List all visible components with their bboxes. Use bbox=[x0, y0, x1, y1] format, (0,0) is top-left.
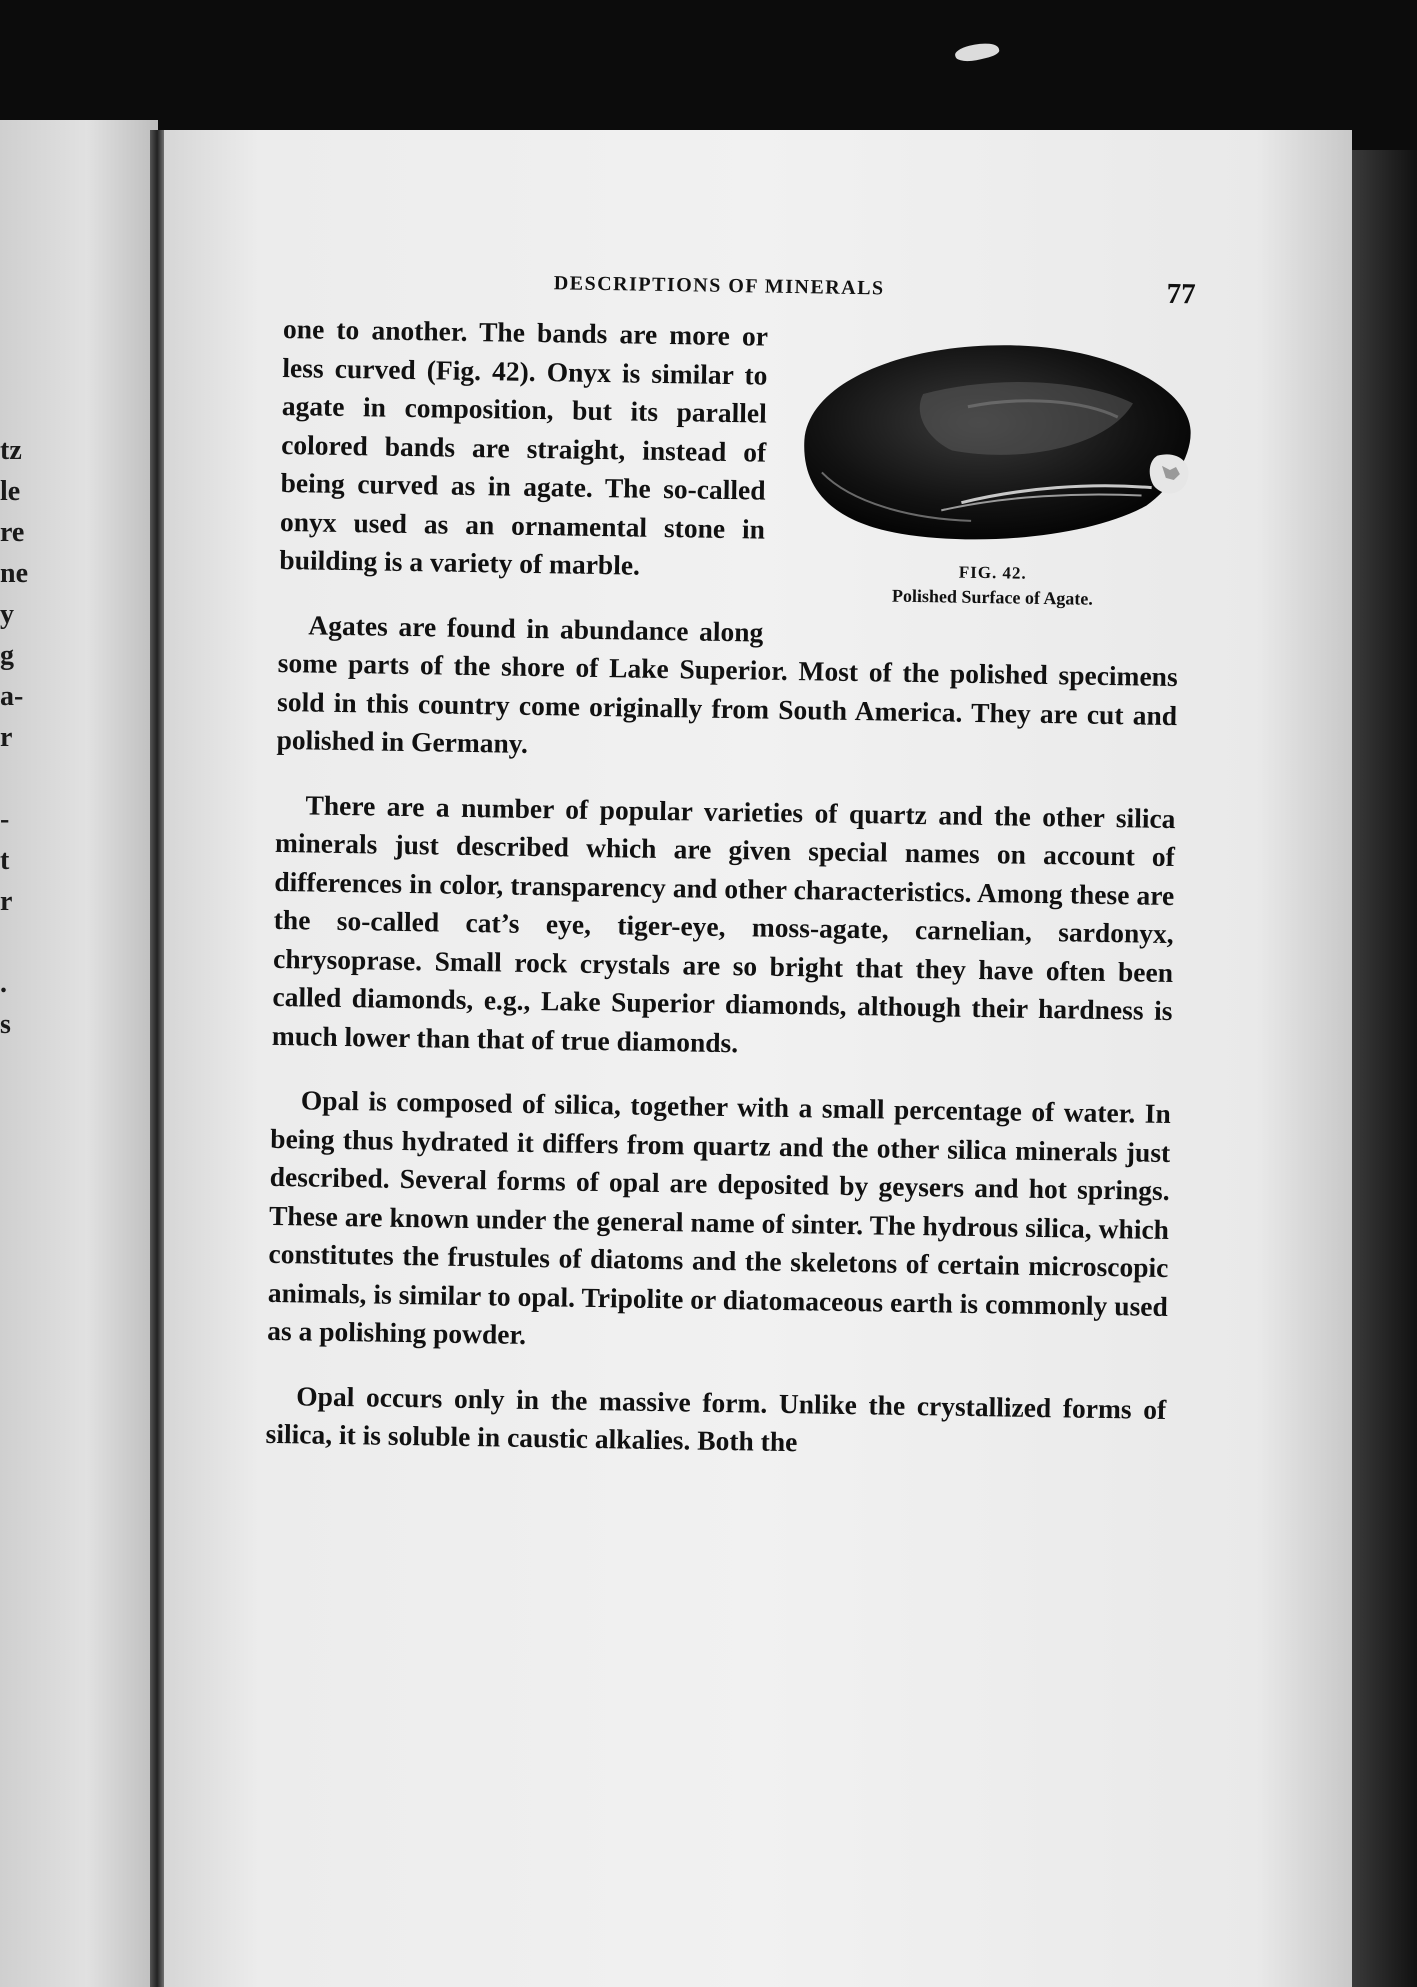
facing-line bbox=[0, 758, 40, 799]
figure-label: FIG. 42. bbox=[958, 562, 1027, 583]
paragraph: one to another. The bands are more or less curved (Fig. 42). Onyx is similar to agate in composition, but its parallel colored bands are straight, instead of being curved as in agate. The so-called onyx used as an ornamental stone in building is a variety of marble. bbox=[279, 312, 769, 581]
agate-illustration bbox=[791, 332, 1199, 560]
facing-line: g bbox=[0, 640, 14, 671]
facing-line: . bbox=[0, 968, 7, 999]
facing-line: s bbox=[0, 1009, 11, 1040]
facing-line: re bbox=[0, 517, 25, 548]
figure-42 bbox=[790, 332, 1199, 611]
facing-line: - bbox=[0, 804, 10, 835]
paragraph: Agates are found in abundance along some parts of the shore of Lake Superior. Most of the polished specimens sold in this country come originally from South America. They are cut and polished in Germany. bbox=[276, 608, 1178, 759]
page-content bbox=[265, 268, 1196, 1467]
facing-line: r bbox=[0, 886, 13, 917]
facing-line: a- bbox=[0, 681, 24, 712]
page-edge bbox=[1352, 150, 1417, 1987]
facing-page bbox=[0, 120, 158, 1987]
facing-line: tz bbox=[0, 435, 22, 466]
paragraph: Opal is composed of silica, together with a small percentage of water. In being thus hydrated it differs from quartz and the other silica minerals just described. Several forms of opal are deposited by geysers and hot springs. These are known under the general name of sinter. The hydrous silica, which constitutes the frustules of diatoms and the skeletons of certain microscopic animals, is similar to opal. Tripolite or diatomaceous earth is commonly used as a polishing powder. bbox=[267, 1084, 1172, 1350]
facing-line: r bbox=[0, 722, 13, 753]
facing-line bbox=[0, 922, 40, 963]
figure-caption: Polished Surface of Agate. bbox=[891, 585, 1094, 609]
facing-line: le bbox=[0, 476, 21, 507]
facing-line: t bbox=[0, 845, 10, 876]
paragraph: Opal occurs only in the massive form. Unlike the crystallized forms of silica, it is soluble in caustic alkalies. Both the bbox=[265, 1379, 1167, 1458]
facing-page-text bbox=[0, 430, 40, 1045]
book-page bbox=[164, 130, 1352, 1987]
facing-line: y bbox=[0, 599, 14, 630]
page-number: 77 bbox=[1166, 277, 1196, 311]
running-head-title: DESCRIPTIONS OF MINERALS bbox=[553, 272, 885, 300]
paragraph: There are a number of popular varieties of quartz and the other silica minerals just described which are given special names on account of differences in color, transparency and other characteristics. Among these are the so-called cat’s eye, tiger-eye, moss-agate, carnelian, sardonyx, chrysoprase. Small rock crystals are so bright that they have often been called diamonds, e.g., Lake Superior diamonds, although their hardness is much lower than that of true diamonds. bbox=[271, 788, 1176, 1058]
facing-line: ne bbox=[0, 558, 28, 589]
